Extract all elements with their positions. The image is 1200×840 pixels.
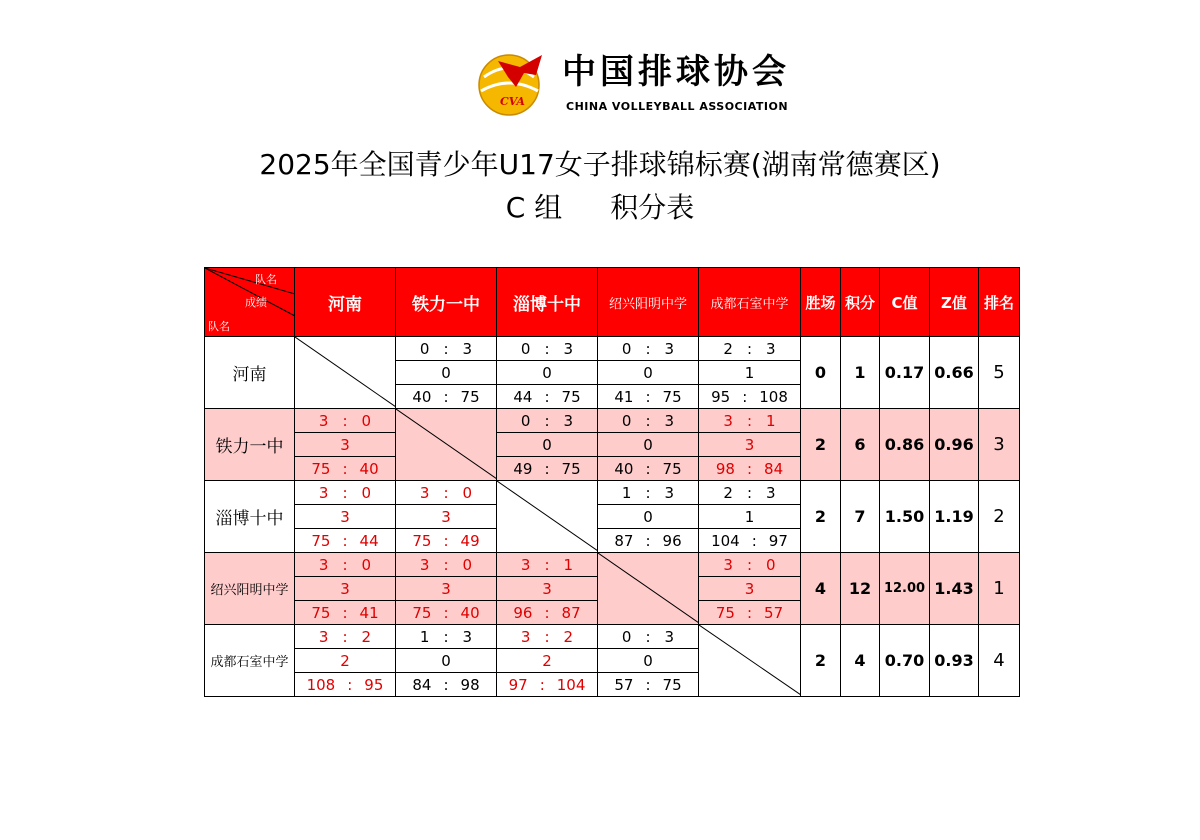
rank-cell: 3 <box>979 409 1020 481</box>
rally-score-cell <box>598 529 699 553</box>
rally-score-cell <box>598 457 699 481</box>
set-score-cell <box>396 481 497 505</box>
set-score-cell <box>497 409 598 433</box>
score-away: 44 <box>359 531 379 550</box>
set-score-cell <box>295 553 396 577</box>
score-colon: : <box>443 483 449 502</box>
col-header-team: 淄博十中 <box>497 268 598 337</box>
c-value-cell: 12.00 <box>880 553 930 625</box>
rank-cell: 1 <box>979 553 1020 625</box>
score-colon: : <box>544 627 550 646</box>
set-score-cell <box>699 553 801 577</box>
z-value-cell: 0.93 <box>930 625 979 697</box>
score-colon: : <box>742 387 748 406</box>
match-points-cell: 3 <box>295 433 396 457</box>
score-colon: : <box>746 603 753 622</box>
rally-score-cell <box>598 673 699 697</box>
rally-score-cell <box>396 673 497 697</box>
score-home: 104 <box>711 531 740 550</box>
rally-score-cell <box>699 529 801 553</box>
score-away: 3 <box>664 339 675 358</box>
row-team-name: 成都石室中学 <box>205 625 295 697</box>
diagonal-line <box>396 409 497 479</box>
set-score-cell <box>497 625 598 649</box>
rally-score-cell <box>497 673 598 697</box>
rally-score-cell <box>699 385 801 409</box>
col-header-team: 河南 <box>295 268 396 337</box>
score-home: 75 <box>311 531 331 550</box>
score-home: 75 <box>715 603 735 622</box>
score-home: 44 <box>513 387 533 406</box>
points-cell: 12 <box>841 553 880 625</box>
corner-label-top: 队名 <box>255 273 277 286</box>
page-title: 2025年全国青少年U17女子排球锦标赛(湖南常德赛区) <box>259 148 941 181</box>
score-home: 97 <box>508 675 528 694</box>
match-points-cell: 3 <box>699 577 801 601</box>
score-away: 3 <box>563 339 574 358</box>
row-team-name: 淄博十中 <box>205 481 295 553</box>
col-header-team: 铁力一中 <box>396 268 497 337</box>
rank-cell: 4 <box>979 625 1020 697</box>
diagonal-line <box>598 553 699 623</box>
score-home: 0 <box>520 339 531 358</box>
score-away: 0 <box>462 555 473 574</box>
score-away: 3 <box>462 627 473 646</box>
table-row <box>205 409 1020 433</box>
score-home: 1 <box>621 483 632 502</box>
score-away: 84 <box>764 459 784 478</box>
col-header-c-value: C值 <box>880 268 930 337</box>
wins-cell: 2 <box>801 481 841 553</box>
score-home: 3 <box>520 555 531 574</box>
score-colon: : <box>342 459 348 478</box>
col-header-rank: 排名 <box>979 268 1020 337</box>
table-row <box>205 337 1020 361</box>
score-home: 75 <box>412 531 432 550</box>
set-score-cell <box>396 625 497 649</box>
org-name-en: CHINA VOLLEYBALL ASSOCIATION <box>566 100 789 113</box>
match-points-cell: 0 <box>598 505 699 529</box>
set-score-cell <box>295 409 396 433</box>
rally-score-cell <box>699 457 801 481</box>
score-away: 0 <box>361 555 372 574</box>
col-header-team: 绍兴阳明中学 <box>598 268 699 337</box>
score-away: 3 <box>664 627 675 646</box>
score-away: 0 <box>361 411 372 430</box>
set-score-cell <box>699 409 801 433</box>
score-away: 75 <box>561 387 581 406</box>
score-home: 3 <box>723 411 733 430</box>
score-away: 104 <box>556 675 586 694</box>
rally-score-cell <box>396 385 497 409</box>
score-home: 95 <box>711 387 731 406</box>
score-home: 0 <box>621 339 632 358</box>
score-away: 49 <box>460 531 480 550</box>
points-cell: 1 <box>841 337 880 409</box>
score-colon: : <box>746 483 753 502</box>
z-value-cell: 1.43 <box>930 553 979 625</box>
score-colon: : <box>544 411 550 430</box>
score-home: 0 <box>621 411 632 430</box>
score-colon: : <box>443 603 449 622</box>
score-colon: : <box>746 555 753 574</box>
rally-score-cell <box>295 601 396 625</box>
score-colon: : <box>645 339 651 358</box>
standings-table <box>204 267 1020 697</box>
z-value-cell: 1.19 <box>930 481 979 553</box>
rally-score-cell <box>497 457 598 481</box>
score-away: 3 <box>563 411 574 430</box>
group-label: C 组 <box>505 191 563 224</box>
match-points-cell: 3 <box>699 433 801 457</box>
score-home: 84 <box>412 675 432 694</box>
score-colon: : <box>443 675 449 694</box>
score-away: 0 <box>361 483 372 502</box>
z-value-cell: 0.96 <box>930 409 979 481</box>
rally-score-cell <box>295 529 396 553</box>
score-away: 3 <box>664 483 675 502</box>
score-colon: : <box>342 603 348 622</box>
c-value-cell: 0.17 <box>880 337 930 409</box>
table-row <box>205 553 1020 577</box>
self-match-cell <box>295 337 396 409</box>
score-away: 2 <box>563 627 574 646</box>
score-home: 49 <box>513 459 533 478</box>
score-home: 3 <box>419 555 430 574</box>
score-colon: : <box>539 675 545 694</box>
score-home: 40 <box>614 459 634 478</box>
match-points-cell: 0 <box>598 361 699 385</box>
table-row <box>205 625 1020 649</box>
score-colon: : <box>443 531 449 550</box>
points-cell: 6 <box>841 409 880 481</box>
points-cell: 4 <box>841 625 880 697</box>
score-home: 3 <box>419 483 430 502</box>
score-away: 1 <box>563 555 574 574</box>
c-value-cell: 1.50 <box>880 481 930 553</box>
set-score-cell <box>396 553 497 577</box>
score-home: 0 <box>520 411 531 430</box>
cva-logo <box>476 47 556 117</box>
score-away: 97 <box>768 531 788 550</box>
score-away: 98 <box>460 675 480 694</box>
score-away: 75 <box>662 459 682 478</box>
row-team-name: 绍兴阳明中学 <box>205 553 295 625</box>
match-points-cell: 1 <box>699 361 801 385</box>
table-name: 积分表 <box>610 191 695 224</box>
z-value-cell: 0.66 <box>930 337 979 409</box>
score-away: 0 <box>766 555 776 574</box>
score-away: 40 <box>359 459 379 478</box>
diagonal-line <box>497 481 598 551</box>
wins-cell: 2 <box>801 409 841 481</box>
corner-label-middle: 成绩 <box>245 296 267 309</box>
score-home: 1 <box>419 627 430 646</box>
score-home: 96 <box>513 603 533 622</box>
match-points-cell: 3 <box>396 577 497 601</box>
match-points-cell: 0 <box>598 433 699 457</box>
rally-score-cell <box>295 673 396 697</box>
score-colon: : <box>746 411 753 430</box>
score-home: 40 <box>412 387 432 406</box>
score-home: 0 <box>419 339 430 358</box>
score-colon: : <box>544 387 550 406</box>
score-home: 2 <box>723 483 733 502</box>
match-points-cell: 3 <box>396 505 497 529</box>
col-header-team: 成都石室中学 <box>699 268 801 337</box>
diagonal-line <box>295 337 396 407</box>
score-colon: : <box>342 531 348 550</box>
score-away: 3 <box>664 411 675 430</box>
self-match-cell <box>497 481 598 553</box>
score-colon: : <box>443 387 449 406</box>
score-home: 0 <box>621 627 632 646</box>
set-score-cell <box>598 337 699 361</box>
self-match-cell <box>396 409 497 481</box>
score-away: 75 <box>662 387 682 406</box>
diagonal-line <box>699 625 801 695</box>
rally-score-cell <box>497 601 598 625</box>
c-value-cell: 0.70 <box>880 625 930 697</box>
set-score-cell <box>699 337 801 361</box>
score-home: 3 <box>520 627 531 646</box>
match-points-cell: 0 <box>598 649 699 673</box>
score-colon: : <box>443 555 449 574</box>
score-away: 75 <box>561 459 581 478</box>
match-points-cell: 2 <box>295 649 396 673</box>
score-away: 3 <box>462 339 473 358</box>
score-colon: : <box>544 339 550 358</box>
rally-score-cell <box>295 457 396 481</box>
match-points-cell: 2 <box>497 649 598 673</box>
self-match-cell <box>598 553 699 625</box>
set-score-cell <box>598 409 699 433</box>
score-away: 3 <box>766 483 776 502</box>
set-score-cell <box>295 481 396 505</box>
match-points-cell: 0 <box>497 433 598 457</box>
score-colon: : <box>544 459 550 478</box>
score-colon: : <box>342 555 348 574</box>
score-colon: : <box>342 627 348 646</box>
c-value-cell: 0.86 <box>880 409 930 481</box>
set-score-cell <box>295 625 396 649</box>
score-colon: : <box>746 339 753 358</box>
org-name-cn: 中国排球协会 <box>562 52 790 92</box>
score-colon: : <box>645 411 651 430</box>
score-home: 98 <box>715 459 735 478</box>
rally-score-cell <box>598 385 699 409</box>
rally-score-cell <box>396 601 497 625</box>
set-score-cell <box>699 481 801 505</box>
page-subtitle <box>0 190 1200 226</box>
score-colon: : <box>751 531 757 550</box>
score-home: 2 <box>723 339 733 358</box>
match-points-cell: 0 <box>396 649 497 673</box>
score-home: 57 <box>614 675 634 694</box>
score-colon: : <box>347 675 353 694</box>
score-home: 75 <box>311 603 331 622</box>
score-colon: : <box>342 411 348 430</box>
score-away: 41 <box>359 603 379 622</box>
wins-cell: 0 <box>801 337 841 409</box>
col-header-points: 积分 <box>841 268 880 337</box>
score-home: 3 <box>318 411 329 430</box>
rally-score-cell <box>699 601 801 625</box>
score-home: 3 <box>318 483 329 502</box>
set-score-cell <box>497 553 598 577</box>
corner-header <box>205 268 295 337</box>
score-away: 87 <box>561 603 581 622</box>
logo-text: CVA <box>500 95 525 108</box>
score-away: 57 <box>764 603 784 622</box>
score-colon: : <box>746 459 753 478</box>
score-away: 75 <box>662 675 682 694</box>
score-colon: : <box>544 555 550 574</box>
score-colon: : <box>645 483 651 502</box>
wins-cell: 4 <box>801 553 841 625</box>
score-away: 108 <box>759 387 788 406</box>
score-away: 0 <box>462 483 473 502</box>
set-score-cell <box>396 337 497 361</box>
table-row <box>205 481 1020 505</box>
match-points-cell: 3 <box>497 577 598 601</box>
score-colon: : <box>645 459 651 478</box>
score-home: 87 <box>614 531 634 550</box>
score-home: 75 <box>412 603 432 622</box>
score-colon: : <box>645 531 651 550</box>
corner-label-bottom: 队名 <box>208 320 230 333</box>
wins-cell: 2 <box>801 625 841 697</box>
score-colon: : <box>443 339 449 358</box>
header-row <box>205 268 1020 337</box>
set-score-cell <box>598 481 699 505</box>
score-away: 1 <box>766 411 776 430</box>
rally-score-cell <box>497 385 598 409</box>
score-away: 75 <box>460 387 480 406</box>
score-away: 2 <box>361 627 372 646</box>
score-away: 95 <box>364 675 384 694</box>
points-cell: 7 <box>841 481 880 553</box>
col-header-wins: 胜场 <box>801 268 841 337</box>
score-colon: : <box>443 627 449 646</box>
row-team-name: 铁力一中 <box>205 409 295 481</box>
score-home: 3 <box>723 555 733 574</box>
score-home: 3 <box>318 555 329 574</box>
score-away: 40 <box>460 603 480 622</box>
score-colon: : <box>544 603 550 622</box>
rank-cell: 2 <box>979 481 1020 553</box>
score-home: 41 <box>614 387 634 406</box>
score-colon: : <box>645 675 651 694</box>
match-points-cell: 3 <box>295 577 396 601</box>
set-score-cell <box>598 625 699 649</box>
score-home: 108 <box>306 675 336 694</box>
rank-cell: 5 <box>979 337 1020 409</box>
set-score-cell <box>497 337 598 361</box>
col-header-z-value: Z值 <box>930 268 979 337</box>
score-colon: : <box>645 387 651 406</box>
match-points-cell: 3 <box>295 505 396 529</box>
match-points-cell: 0 <box>396 361 497 385</box>
row-team-name: 河南 <box>205 337 295 409</box>
score-home: 75 <box>311 459 331 478</box>
rally-score-cell <box>396 529 497 553</box>
score-colon: : <box>645 627 651 646</box>
match-points-cell: 1 <box>699 505 801 529</box>
score-home: 3 <box>318 627 329 646</box>
score-away: 96 <box>662 531 682 550</box>
score-colon: : <box>342 483 348 502</box>
match-points-cell: 0 <box>497 361 598 385</box>
score-away: 3 <box>766 339 776 358</box>
self-match-cell <box>699 625 801 697</box>
